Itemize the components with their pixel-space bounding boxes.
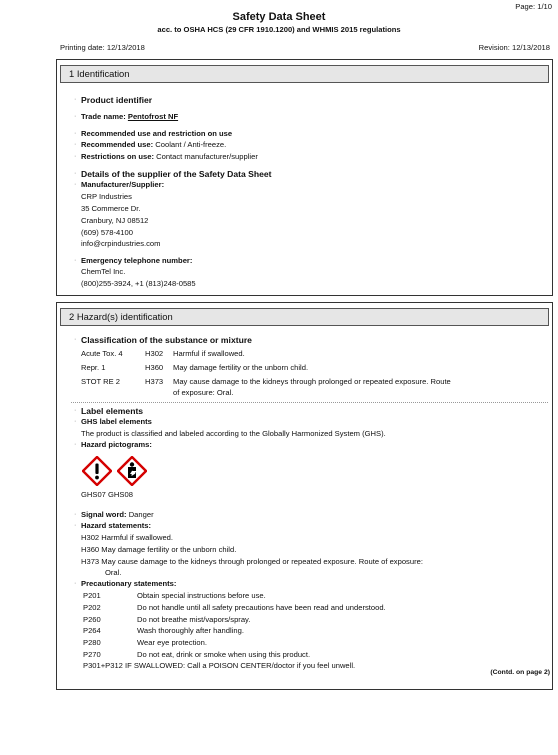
precautionary-code: P202 xyxy=(83,603,101,612)
address-line: 35 Commerce Dr. xyxy=(81,204,141,213)
printing-date: Printing date: 12/13/2018 xyxy=(60,43,145,52)
section-heading: 2 Hazard(s) identification xyxy=(60,308,549,326)
phone-line: (609) 578-4100 xyxy=(81,228,133,237)
document-title: Safety Data Sheet xyxy=(232,11,326,23)
trade-name-label: Trade name: xyxy=(81,112,126,121)
bullet-marker: · xyxy=(74,113,77,120)
precautionary-text: Obtain special instructions before use. xyxy=(137,591,266,600)
pictogram-codes: GHS07 GHS08 xyxy=(81,490,133,499)
bullet-marker: · xyxy=(74,336,77,343)
classification-text: May damage fertility or the unborn child. xyxy=(173,363,309,372)
restrictions-value: Contact manufacturer/supplier xyxy=(156,152,258,161)
divider xyxy=(71,402,548,403)
hazard-statements-label: Hazard statements: xyxy=(81,521,152,530)
bullet-marker: · xyxy=(74,141,77,148)
precautionary-text: Wear eye protection. xyxy=(137,638,207,647)
precautionary-text: Do not handle until all safety precautions have been read and understood. xyxy=(137,603,386,612)
precautionary-code: P280 xyxy=(83,638,101,647)
recommended-use xyxy=(81,140,226,150)
label-elements-heading: Label elements xyxy=(81,406,144,416)
precautionary-code: P264 xyxy=(83,626,101,635)
ghs-label-elements: GHS label elements xyxy=(81,417,152,426)
revision-date: Revision: 12/13/2018 xyxy=(478,43,550,52)
bullet-marker: · xyxy=(74,96,77,103)
precautionary-text: Do not breathe mist/vapors/spray. xyxy=(137,615,251,624)
bullet-marker: · xyxy=(74,418,77,425)
signal-word-value: Danger xyxy=(128,510,154,519)
precautionary-text: Wash thoroughly after handling. xyxy=(137,626,244,635)
page-number: Page: 1/10 xyxy=(515,2,552,11)
hazard-statement-continued: Oral. xyxy=(105,568,122,577)
restrictions-label: Restrictions on use: xyxy=(81,152,154,161)
bullet-marker: · xyxy=(74,522,77,529)
restrictions-on-use xyxy=(81,152,258,162)
hazard-pictograms-label: Hazard pictograms: xyxy=(81,440,152,449)
classification-code: H302 xyxy=(145,349,164,358)
emergency-label: Emergency telephone number: xyxy=(81,256,193,265)
bullet-marker: · xyxy=(74,130,77,137)
signal-word-label: Signal word: xyxy=(81,510,127,519)
classification-class: STOT RE 2 xyxy=(81,377,120,386)
email-line: info@crpindustries.com xyxy=(81,239,161,248)
precautionary-code: P270 xyxy=(83,650,101,659)
address-line: CRP Industries xyxy=(81,192,132,201)
classification-heading: Classification of the substance or mixture xyxy=(81,335,252,345)
classification-class: Acute Tox. 4 xyxy=(81,349,123,358)
classification-code: H360 xyxy=(145,363,164,372)
section-heading: 1 Identification xyxy=(60,65,549,83)
address-line: Cranbury, NJ 08512 xyxy=(81,216,149,225)
classification-code: H373 xyxy=(145,377,164,386)
emergency-line: ChemTel Inc. xyxy=(81,267,126,276)
section-identification xyxy=(56,59,553,296)
hazard-statement: H302 Harmful if swallowed. xyxy=(81,533,174,542)
precautionary-text: Do not eat, drink or smoke when using this product. xyxy=(137,650,311,659)
bullet-marker: · xyxy=(74,407,77,414)
bullet-marker: · xyxy=(74,257,77,264)
ghs-text: The product is classified and labeled according to the Globally Harmonized System (GHS). xyxy=(81,429,386,438)
document-subtitle: acc. to OSHA HCS (29 CFR 1910.1200) and WHMIS 2015 regulations xyxy=(157,25,401,34)
classification-class: Repr. 1 xyxy=(81,363,106,372)
trade-name xyxy=(81,112,178,122)
bullet-marker: · xyxy=(74,511,77,518)
emergency-line: (800)255-3924, +1 (813)248-0585 xyxy=(81,279,196,288)
classification-text: Harmful if swallowed. xyxy=(173,349,245,358)
classification-text: of exposure: Oral. xyxy=(173,388,234,397)
classification-text: May cause damage to the kidneys through prolonged or repeated exposure. Route xyxy=(173,377,451,386)
manufacturer-label: Manufacturer/Supplier: xyxy=(81,180,165,189)
trade-name-value: Pentofrost NF xyxy=(127,112,179,121)
precautionary-label: Precautionary statements: xyxy=(81,579,177,588)
exclamation-mark-pictogram-icon xyxy=(82,456,112,486)
hazard-statement: H360 May damage fertility or the unborn child. xyxy=(81,545,237,554)
continued-note: (Contd. on page 2) xyxy=(490,669,550,676)
recommended-use-heading: Recommended use and restriction on use xyxy=(81,129,233,138)
precautionary-code: P201 xyxy=(83,591,101,600)
signal-word xyxy=(81,510,154,520)
hazard-statement: H373 May cause damage to the kidneys through prolonged or repeated exposure. Route of exposure: xyxy=(81,557,423,566)
supplier-heading: Details of the supplier of the Safety Data Sheet xyxy=(81,169,272,179)
recommended-use-value: Coolant / Anti-freeze. xyxy=(155,140,227,149)
precautionary-code: P260 xyxy=(83,615,101,624)
precautionary-statement: P301+P312 IF SWALLOWED: Call a POISON CENTER/doctor if you feel unwell. xyxy=(83,661,356,670)
health-hazard-pictogram-icon xyxy=(117,456,147,486)
bullet-marker: · xyxy=(74,170,77,177)
section-hazard-identification xyxy=(56,302,553,690)
bullet-marker: · xyxy=(74,153,77,160)
bullet-marker: · xyxy=(74,181,77,188)
product-identifier-heading: Product identifier xyxy=(81,95,153,105)
bullet-marker: · xyxy=(74,580,77,587)
bullet-marker: · xyxy=(74,441,77,448)
recommended-use-label: Recommended use: xyxy=(81,140,154,149)
